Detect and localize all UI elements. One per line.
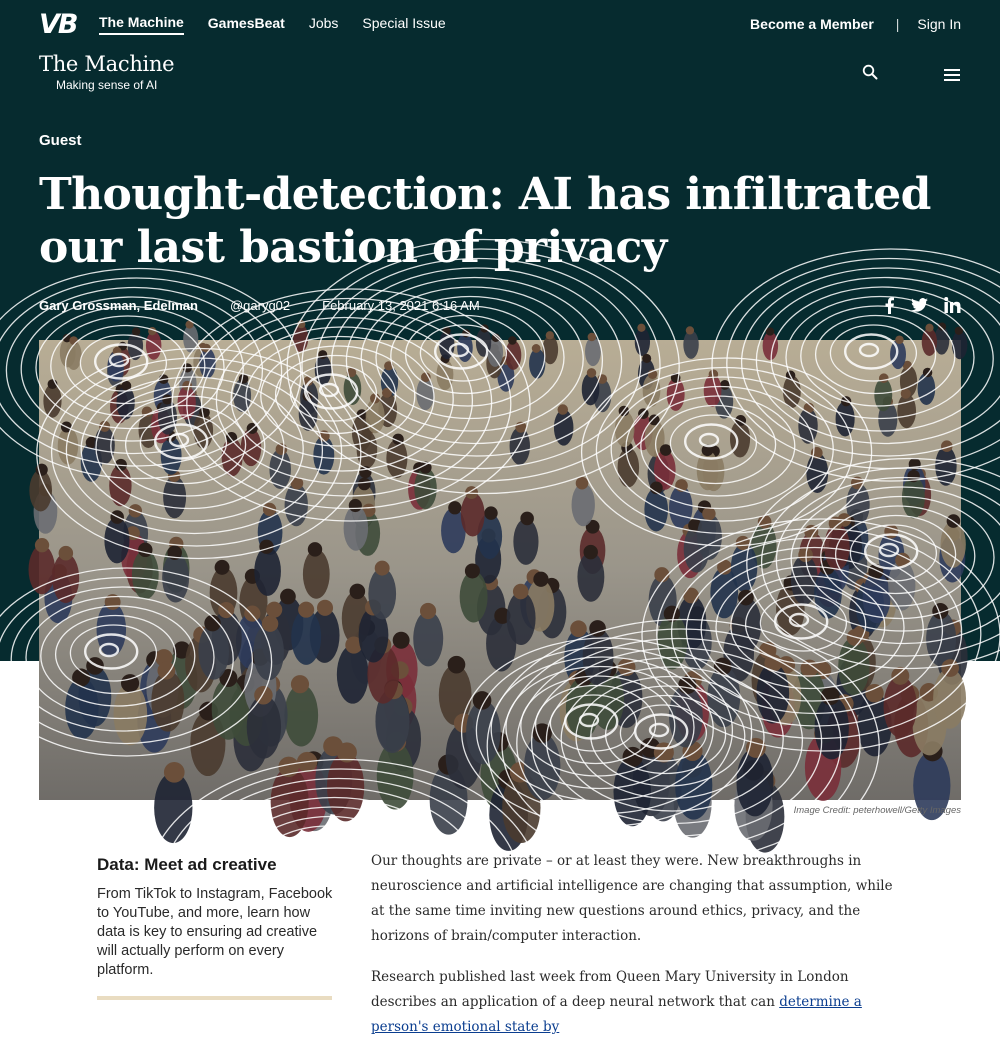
search-icon[interactable] — [862, 64, 878, 80]
hero-image — [39, 340, 961, 800]
become-member-link[interactable]: Become a Member — [750, 16, 874, 32]
article-body — [371, 849, 906, 1056]
article-headline: Thought-detection: AI has infiltrated our last bastion of privacy — [39, 169, 931, 273]
article-inline-link[interactable]: determine a person's emotional state by — [371, 994, 862, 1035]
nav-separator: | — [895, 16, 900, 32]
promo-sidebar — [97, 855, 337, 980]
nav-link-gamesbeat[interactable]: GamesBeat — [207, 14, 285, 31]
linkedin-icon[interactable] — [944, 297, 961, 313]
nav-link-jobs[interactable]: Jobs — [308, 14, 339, 31]
author-name[interactable]: Gary Grossman, Edelman — [39, 297, 198, 313]
promo-title[interactable]: Data: Meet ad creative — [97, 855, 277, 874]
article-paragraph-text: Research published last week from Queen Mary University in London describes an application of a deep neural network that can — [371, 969, 849, 1010]
section-brand-subtitle: Making sense of AI — [56, 78, 158, 92]
image-credit: Image Credit: peterhowell/Getty Images — [793, 805, 961, 816]
facebook-icon[interactable] — [883, 297, 895, 314]
promo-accent-bar — [97, 996, 332, 1000]
author-handle[interactable]: @garyg02 — [229, 297, 291, 313]
nav-link-special-issue[interactable]: Special Issue — [362, 14, 446, 31]
account-links — [750, 16, 961, 32]
vb-logo[interactable]: VB — [39, 8, 77, 40]
article-paragraph: Our thoughts are private – or at least they were. New breakthroughs in neuroscience and artificial intelligence are changing that assumption, while at the same time inviting new questions around ethics, privacy, and the horizons of brain/computer interaction. — [371, 853, 893, 944]
article-category[interactable]: Guest — [39, 132, 82, 149]
promo-body: From TikTok to Instagram, Facebook to YouTube, and more, learn how data is key to ensuring ad creative will actually perform on every platform. — [97, 886, 333, 978]
hamburger-menu-icon[interactable] — [943, 68, 961, 82]
sign-in-link[interactable]: Sign In — [917, 16, 961, 32]
top-navigation — [39, 0, 961, 48]
nav-link-the-machine[interactable]: The Machine — [99, 14, 184, 35]
article-paragraph — [371, 965, 906, 1040]
section-brand-title[interactable]: The Machine — [39, 52, 175, 76]
publish-date: February 13, 2021 6:16 AM — [322, 297, 480, 313]
social-share-links — [883, 297, 961, 314]
